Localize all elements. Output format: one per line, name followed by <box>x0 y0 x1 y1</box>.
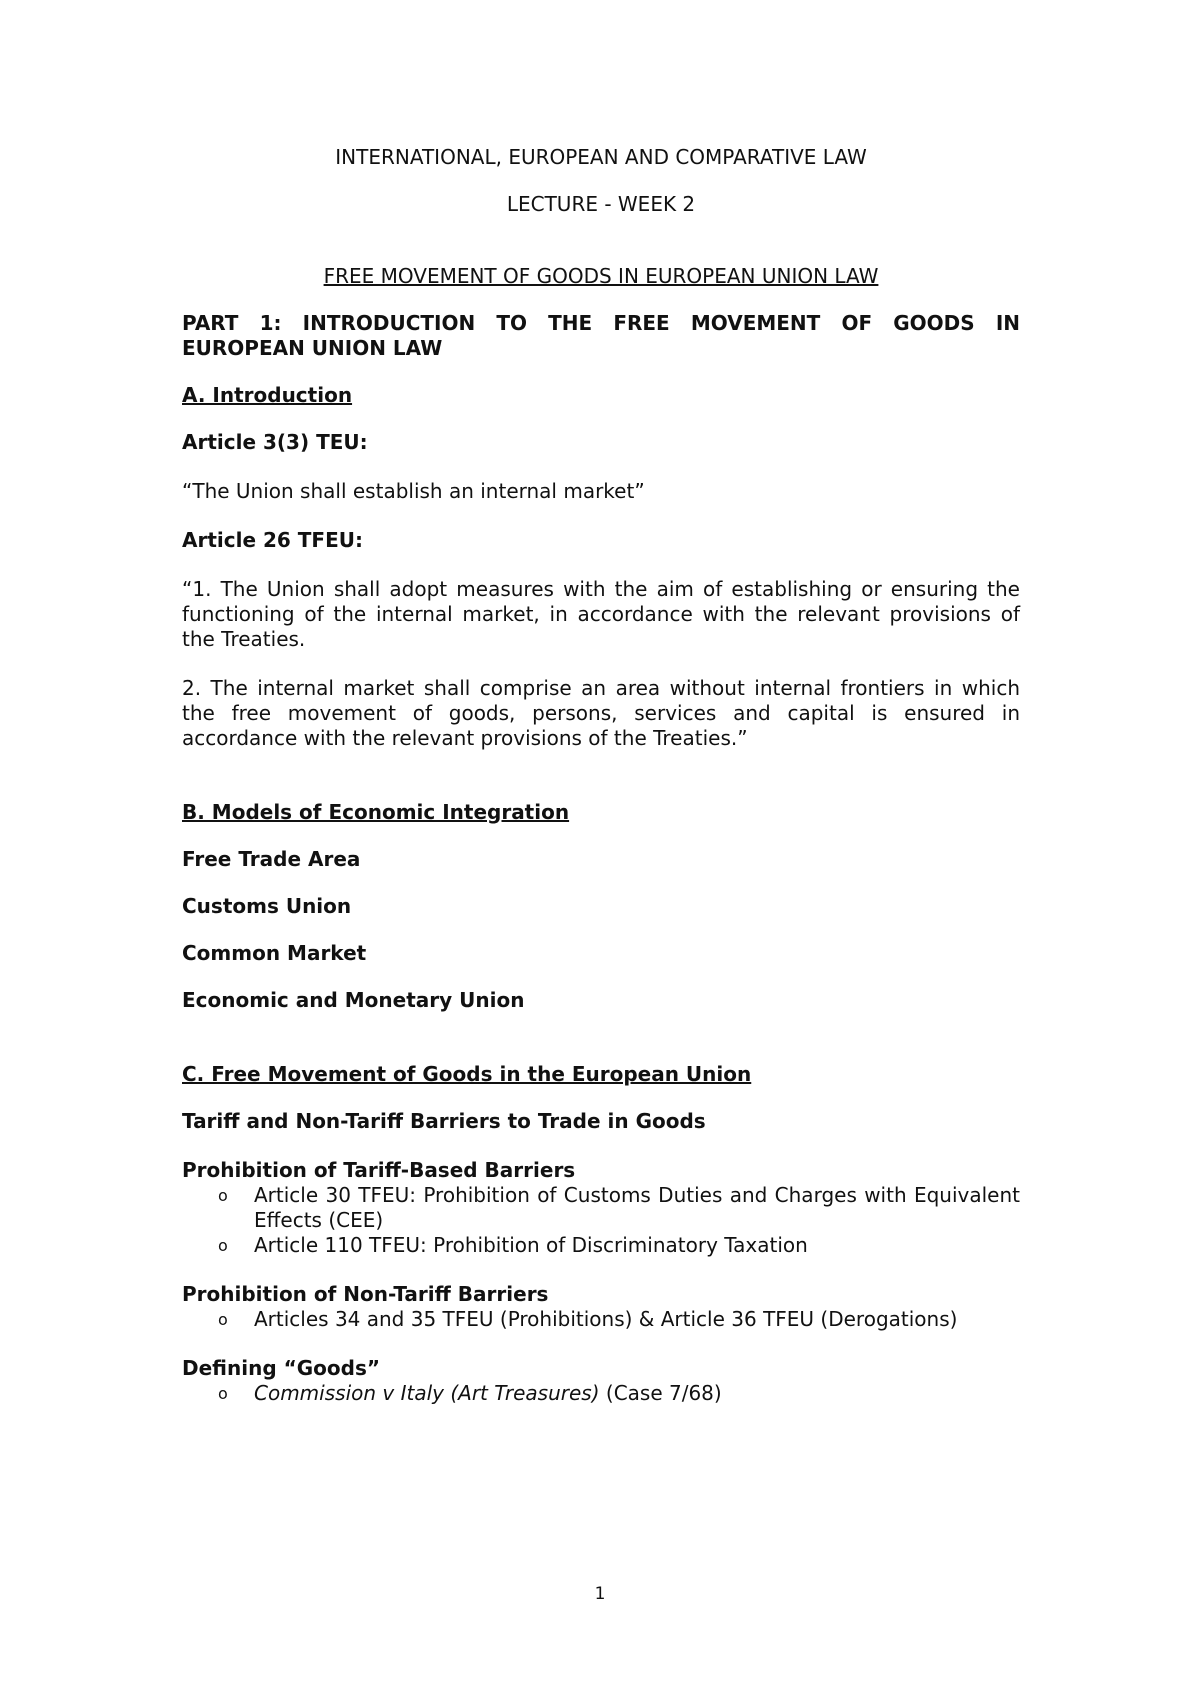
non-tariff-list <box>182 1307 1020 1332</box>
article-3-heading: Article 3(3) TEU: <box>182 430 368 454</box>
bullet-marker: o <box>218 1384 228 1403</box>
section-b-heading: B. Models of Economic Integration <box>182 800 570 824</box>
list-item <box>182 1307 1020 1332</box>
barriers-subheading: Tariff and Non-Tariff Barriers to Trade in Goods <box>182 1109 706 1133</box>
article-3-quote: “The Union shall establish an internal market” <box>182 479 645 503</box>
tariff-item-article-110: Article 110 TFEU: Prohibition of Discriminatory Taxation <box>254 1233 808 1257</box>
bullet-marker: o <box>218 1310 228 1329</box>
article-26-paragraph-1: “1. The Union shall adopt measures with the aim of establishing or ensuring the functioning of the internal market, in accordance with the relevant provisions of the Treaties. <box>182 577 1020 651</box>
tariff-item-article-30: Article 30 TFEU: Prohibition of Customs Duties and Charges with Equivalent Effects (CEE) <box>254 1183 1020 1232</box>
tariff-heading: Prohibition of Tariff-Based Barriers <box>182 1158 576 1182</box>
model-economic-monetary-union: Economic and Monetary Union <box>182 988 525 1012</box>
section-a-heading: A. Introduction <box>182 383 353 407</box>
model-customs-union: Customs Union <box>182 894 352 918</box>
lecture-label: LECTURE - WEEK 2 <box>506 192 696 216</box>
list-item <box>182 1183 1020 1233</box>
course-title: INTERNATIONAL, EUROPEAN AND COMPARATIVE LAW <box>335 145 867 169</box>
article-26-heading: Article 26 TFEU: <box>182 528 363 552</box>
section-c-heading: C. Free Movement of Goods in the European Union <box>182 1062 752 1086</box>
goods-list <box>182 1381 1020 1406</box>
case-name: Commission v Italy (Art Treasures) <box>254 1381 600 1405</box>
page-number: 1 <box>594 1584 606 1604</box>
list-item <box>182 1381 1020 1406</box>
part-1-title: PART 1: INTRODUCTION TO THE FREE MOVEMENT OF GOODS IN EUROPEAN UNION LAW <box>182 311 1020 360</box>
non-tariff-heading: Prohibition of Non-Tariff Barriers <box>182 1282 549 1306</box>
topic-title: FREE MOVEMENT OF GOODS IN EUROPEAN UNION LAW <box>323 264 879 288</box>
article-26-paragraph-2: 2. The internal market shall comprise an area without internal frontiers in which the free movement of goods, persons, services and capital is ensured in accordance with the relevant provisions of the Treaties.” <box>182 676 1020 750</box>
case-reference: (Case 7/68) <box>599 1381 722 1405</box>
bullet-marker: o <box>218 1236 228 1255</box>
bullet-marker: o <box>218 1186 228 1205</box>
document-body <box>182 145 1020 1406</box>
model-common-market: Common Market <box>182 941 367 965</box>
model-free-trade-area: Free Trade Area <box>182 847 361 871</box>
list-item <box>182 1233 1020 1258</box>
non-tariff-item-articles-34-36: Articles 34 and 35 TFEU (Prohibitions) & Article 36 TFEU (Derogations) <box>254 1307 958 1331</box>
defining-goods-heading: Defining “Goods” <box>182 1356 381 1380</box>
tariff-list <box>182 1183 1020 1258</box>
